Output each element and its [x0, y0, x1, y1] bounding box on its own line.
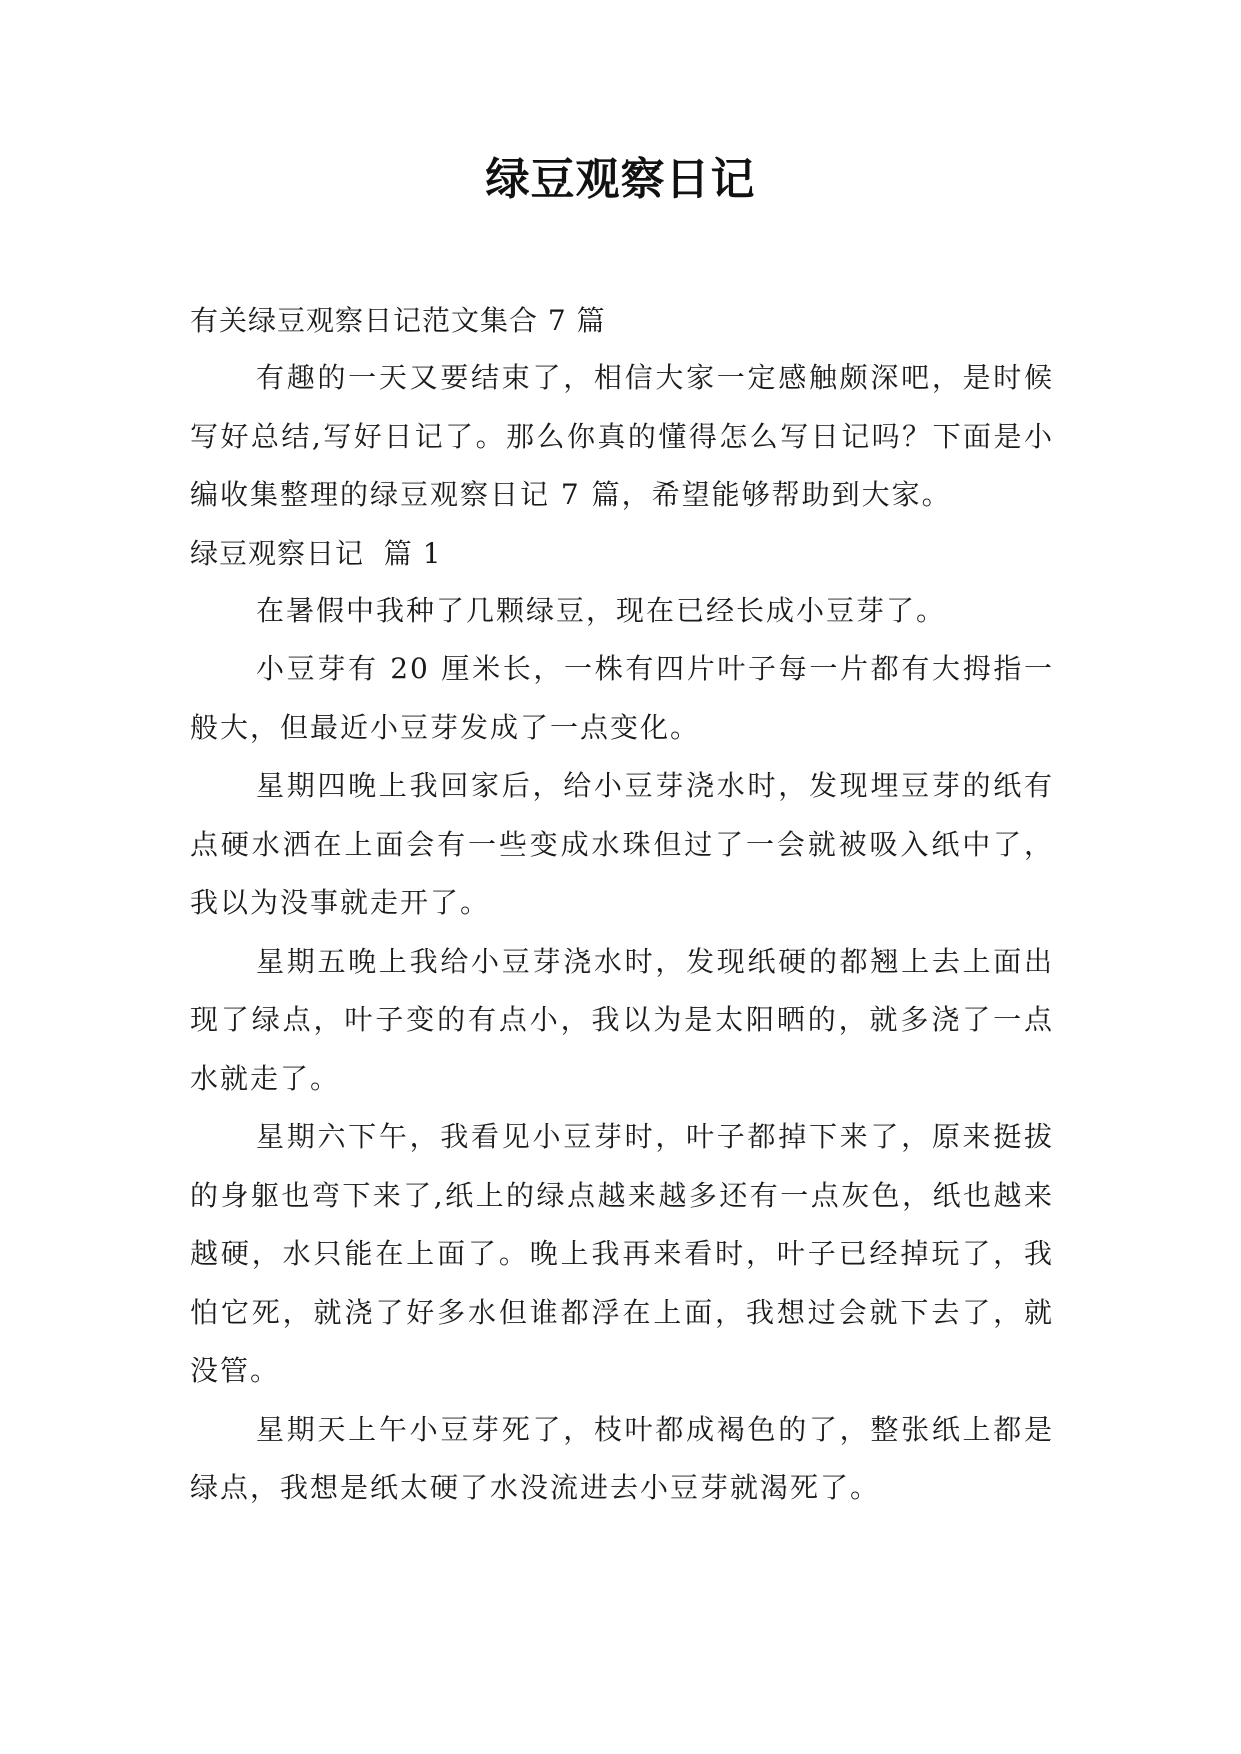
intro-heading: 有关绿豆观察日记范文集合 7 篇	[190, 304, 606, 337]
section-1-paragraph: 小豆芽有 20 厘米长，一株有四片叶子每一片都有大拇指一般大，但最近小豆芽发成了一点变化。	[190, 652, 1054, 744]
document-body	[190, 292, 1054, 1518]
section-1-paragraph: 星期六下午，我看见小豆芽时，叶子都掉下来了，原来挺拔的身躯也弯下来了,纸上的绿点越来越多还有一点灰色，纸也越来越硬，水只能在上面了。晚上我再来看时，叶子已经掉玩了，我怕它死，就浇了好多水但谁都浮在上面，我想过会就下去了，就没管。	[190, 1120, 1054, 1387]
section-1-heading: 绿豆观察日记 篇 1	[190, 536, 442, 570]
section-1-paragraph: 星期四晚上我回家后，给小豆芽浇水时，发现埋豆芽的纸有点硬水洒在上面会有一些变成水珠但过了一会就被吸入纸中了，我以为没事就走开了。	[190, 769, 1054, 919]
document-title: 绿豆观察日记	[485, 154, 756, 205]
section-1-paragraph: 星期天上午小豆芽死了，枝叶都成褐色的了，整张纸上都是绿点，我想是纸太硬了水没流进去小豆芽就渴死了。	[190, 1412, 1054, 1504]
intro-paragraph: 有趣的一天又要结束了，相信大家一定感触颇深吧，是时候写好总结,写好日记了。那么你真的懂得怎么写日记吗？下面是小编收集整理的绿豆观察日记 7 篇，希望能够帮助到大家。	[190, 361, 1054, 511]
section-1-paragraph: 星期五晚上我给小豆芽浇水时，发现纸硬的都翘上去上面出现了绿点，叶子变的有点小，我以为是太阳晒的，就多浇了一点水就走了。	[190, 944, 1054, 1095]
section-1-paragraph: 在暑假中我种了几颗绿豆，现在已经长成小豆芽了。	[256, 593, 947, 627]
